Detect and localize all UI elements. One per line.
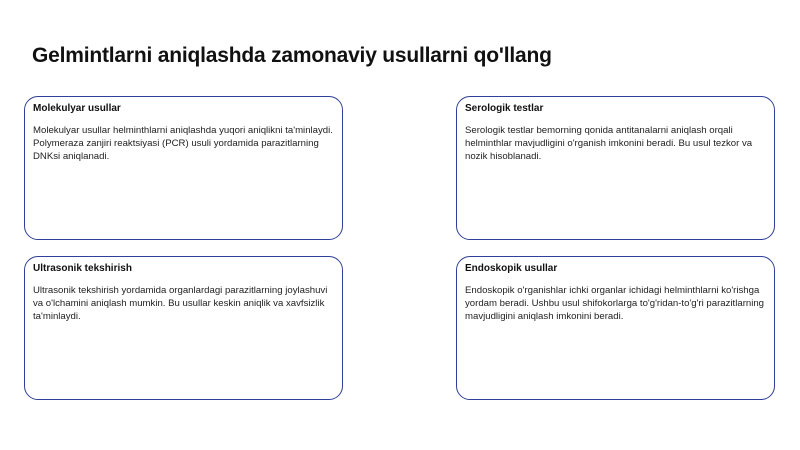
card-endoskopik-usullar <box>456 256 775 400</box>
card-title: Endoskopik usullar <box>465 263 558 274</box>
card-body: Serologik testlar bemorning qonida antitanalarni aniqlash orqali helminthlar mavjudligini o'rganish imkonini beradi. Bu usul tezkor va nozik hisoblanadi. <box>465 125 753 162</box>
slide-title: Gelmintlarni aniqlashda zamonaviy usullarni qo'llang <box>32 44 552 67</box>
card-body: Molekulyar usullar helminthlarni aniqlashda yuqori aniqlikni ta'minlaydi. Polymeraza zanjiri reaktsiyasi (PCR) usuli yordamida parazitlarning DNKsi aniqlanadi. <box>33 125 333 162</box>
card-ultrasonik-tekshirish <box>24 256 343 400</box>
card-serologik-testlar <box>456 96 775 240</box>
card-title: Ultrasonik tekshirish <box>33 263 132 274</box>
card-body: Endoskopik o'rganishlar ichki organlar ichidagi helminthlarni ko'rishga yordam beradi. Ushbu usul shifokorlarga to'g'ridan-to'g'ri parazitlarning mavjudligini aniqlash imkonini beradi. <box>465 285 765 322</box>
card-molekulyar-usullar <box>24 96 343 240</box>
card-body: Ultrasonik tekshirish yordamida organlardagi parazitlarning joylashuvi va o'lchamini aniqlash mumkin. Bu usullar keskin aniqlik va xavfsizlik ta'minlaydi. <box>33 285 328 322</box>
card-title: Serologik testlar <box>465 103 544 114</box>
card-title: Molekulyar usullar <box>33 103 121 114</box>
